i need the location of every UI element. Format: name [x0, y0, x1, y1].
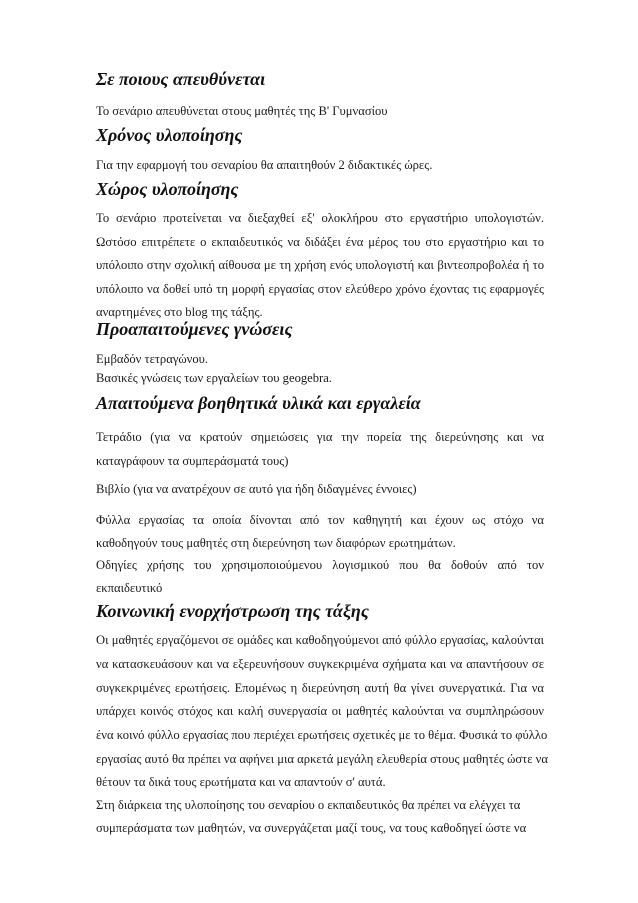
- text-line: εργασίας αυτό θα πρέπει να αφήνει μια αρκετά μεγάλη ελευθερία στους μαθητές ώστε να: [96, 752, 548, 766]
- text-line: Στη διάρκεια της υλοποίησης του σεναρίου ο εκπαιδευτικός θα πρέπει να ελέγχει τα: [96, 798, 521, 812]
- text-line: υπάρχει κοινός στόχος και καλή συνεργασία οι μαθητές καλούνται να συμπληρώσουν: [96, 704, 544, 718]
- text-line: να κατασκευάσουν και να εξερευνήσουν συγκεκριμένα σχήματα και να απαντήσουν σε: [96, 657, 544, 671]
- heading-venue: Χώρος υλοποίησης: [96, 179, 239, 199]
- heading-orchestration: Κοινωνική ενορχήστρωση της τάξης: [96, 601, 369, 621]
- text-line: αναρτημένες στο blog της τάξης.: [96, 305, 263, 319]
- text-line: Το σενάριο προτείνεται να διεξαχθεί εξ' ολοκλήρου στο εργαστήριο υπολογιστών.: [96, 211, 544, 225]
- text-line: εκπαιδευτικό: [96, 581, 163, 595]
- text-line: Εμβαδόν τετραγώνου.: [96, 352, 209, 366]
- text-line: Βιβλίο (για να ανατρέχουν σε αυτό για ήδη διδαγμένες έννοιες): [96, 482, 417, 496]
- text-line: Οδηγίες χρήσης του χρησιμοποιούμενου λογισμικού που θα δοθούν από τον: [96, 558, 544, 572]
- text-line: καθοδηγούν τους μαθητές στη διερεύνηση των διαφόρων ερωτημάτων.: [96, 536, 456, 550]
- text-line: Τετράδιο (για να κρατούν σημειώσεις για την πορεία της διερεύνησης και να: [96, 430, 544, 444]
- text-line: Φύλλα εργασίας τα οποία δίνονται από τον καθηγητή και έχουν ως στόχο να: [96, 513, 544, 527]
- text-line: Οι μαθητές εργαζόμενοι σε ομάδες και καθοδηγούμενοι από φύλλο εργασίας, καλούνται: [96, 633, 544, 647]
- text-line: ένα κοινό φύλλο εργασίας που περιέχει ερωτήσεις σχετικές με το θέμα. Φυσικά το φύλλο: [96, 728, 548, 742]
- text-line: Για την εφαρμογή του σεναρίου θα απαιτηθούν 2 διδακτικές ώρες.: [96, 158, 433, 172]
- text-line: υπόλοιπο να δοθεί υπό τη μορφή εργασίας στον ελεύθερο χρόνο έχοντας τις εφαρμογές: [96, 282, 544, 296]
- heading-prerequisites: Προαπαιτούμενες γνώσεις: [96, 319, 293, 339]
- heading-materials: Απαιτούμενα βοηθητικά υλικά και εργαλεία: [96, 393, 421, 413]
- heading-duration: Χρόνος υλοποίησης: [96, 125, 243, 145]
- text-line: συμπεράσματα των μαθητών, να συνεργάζεται μαζί τους, να τους καθοδηγεί ώστε να: [96, 821, 527, 835]
- text-line: Το σενάριο απευθύνεται στους μαθητές της Β' Γυμνασίου: [96, 104, 388, 118]
- heading-audience: Σε ποιους απευθύνεται: [96, 69, 266, 89]
- text-line: θέτουν τα δικά τους ερωτήματα και να απαντούν σ' αυτά.: [96, 775, 386, 789]
- text-line: καταγράφουν τα συμπεράσματά τους): [96, 454, 289, 468]
- text-line: Ωστόσο επιτρέπετε ο εκπαιδευτικός να διδάξει ένα μέρος του στο εργαστήριο και το: [96, 235, 544, 249]
- text-line: συγκεκριμένες ερωτήσεις. Επομένως η διερεύνηση αυτή θα γίνει συνεργατικά. Για να: [96, 681, 544, 695]
- text-line: Βασικές γνώσεις των εργαλείων του geogebra.: [96, 371, 332, 385]
- text-line: υπόλοιπο στην σχολική αίθουσα με τη χρήση ενός υπολογιστή και βιντεοπροβολέα ή το: [96, 258, 544, 272]
